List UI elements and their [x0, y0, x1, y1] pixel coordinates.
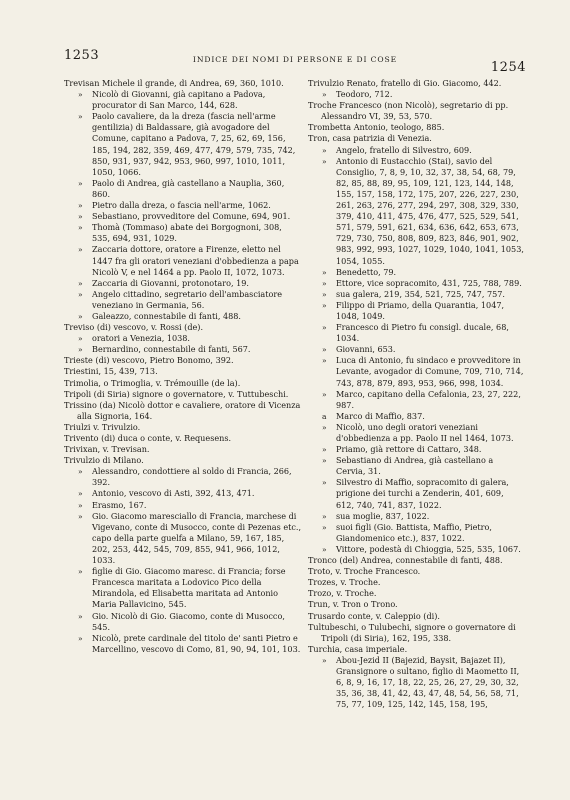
entry-text: Triulzi v. Trivulzio. [64, 421, 141, 432]
entry-text: Trozo, v. Troche. [308, 588, 377, 599]
index-subentry [308, 422, 524, 444]
index-subentry [308, 655, 524, 710]
running-title: INDICE DEI NOMI DI PERSONE E DI COSE [192, 55, 398, 64]
entry-text: Troto, v. Troche Francesco. [308, 566, 421, 577]
index-subentry [64, 311, 302, 322]
ditto-mark: » [322, 445, 327, 455]
ditto-mark: » [78, 511, 83, 521]
index-subentry [308, 322, 524, 344]
index-subentry [64, 566, 302, 610]
entry-text: Erasmo, 167. [92, 499, 147, 510]
entry-text: Gio. Giacomo maresciallo di Francia, marchese di Vigevano, conte di Musocco, conte di Pezenas etc., capo della parte guelfa a Milano, 59, 167, 185, 202, 253, 442, 545, 709, 855, 941, 966, 1012, 1033. [92, 510, 302, 566]
entry-text: Galeazzo, connestabile di fanti, 488. [92, 310, 241, 321]
entry-text: Angelo cittadino, segretario dell'ambasciatore veneziano in Germania, 56. [92, 288, 283, 310]
ditto-mark: » [78, 90, 83, 100]
index-subentry [64, 200, 302, 211]
index-subentry [308, 522, 524, 544]
entry-text: Nicolò di Giovanni, già capitano a Padova, procurator di San Marco, 144, 628. [92, 89, 266, 111]
index-subentry [308, 411, 524, 422]
index-subentry [308, 156, 524, 267]
ditto-mark: » [78, 223, 83, 233]
index-subentry [64, 344, 302, 355]
entry-text: Triestini, 15, 439, 713. [64, 366, 158, 377]
index-entry [308, 588, 524, 599]
ditto-mark: » [322, 389, 327, 399]
index-entry [308, 566, 524, 577]
entry-text: Silvestro di Maffio, sopracomito di galera, prigione dei turchi a Zenderin, 401, 609, 612, 740, 741, 837, 1022. [336, 477, 509, 510]
index-entry [64, 366, 302, 377]
entry-text: Tripoli (di Siria) signore o governatore, v. Tuttubeschi. [64, 388, 289, 399]
ditto-mark: » [322, 544, 327, 554]
ditto-mark: a [322, 411, 327, 421]
entry-text: Tultubeschi, o Tulubechi, signore o governatore di Tripoli (di Siria), 162, 195, 338. [308, 621, 516, 643]
index-subentry [64, 89, 302, 111]
entry-text: Nicolò, uno degli oratori veneziani d'obbedienza a pp. Paolo II nel 1464, 1073. [336, 421, 514, 443]
index-entry [64, 422, 302, 433]
index-entry [308, 599, 524, 610]
entry-text: Zaccaria di Giovanni, protonotaro, 19. [92, 277, 249, 288]
index-subentry [308, 289, 524, 300]
entry-text: Nicolò, prete cardinale del titolo de' santi Pietro e Marcellino, vescovo di Como, 81, 90, 94, 101, 103. [92, 632, 301, 654]
ditto-mark: » [78, 212, 83, 222]
index-subentry [64, 500, 302, 511]
right-column [308, 78, 524, 710]
ditto-mark: » [78, 345, 83, 355]
index-subentry [308, 300, 524, 322]
ditto-mark: » [322, 267, 327, 277]
entry-text: Sebastiano di Andrea, già castellano a Cervia, 31. [336, 455, 494, 477]
ditto-mark: » [78, 633, 83, 643]
index-subentry [308, 455, 524, 477]
index-subentry [64, 278, 302, 289]
entry-text: Teodoro, 712. [336, 89, 393, 100]
entry-text: Trusardo conte, v. Caleppio (di). [308, 610, 440, 621]
index-entry [308, 78, 524, 89]
entry-text: suoi figli (Gio. Battista, Maffio, Pietro, Giandomenico etc.), 837, 1022. [336, 521, 492, 543]
index-entry [64, 433, 302, 444]
entry-text: Paolo cavaliere, da la dreza (fascia nell'arme gentilizia) di Baldassare, già avogadore del Comune, capitano a Padova, 7, 25, 62, 69, 156, 185, 194, 282, 359, 469, 477, 479, 579, 735, 742, 850, 931, 937, 942, 953, 960, 997, 1010, 1011, 1050, 1066. [92, 111, 296, 177]
entry-text: Vittore, podestà di Chioggia, 525, 535, 1067. [336, 543, 521, 554]
index-entry [64, 444, 302, 455]
entry-text: Trivixan, v. Trevisan. [64, 444, 150, 455]
ditto-mark: » [322, 422, 327, 432]
index-subentry [308, 477, 524, 510]
index-subentry [308, 389, 524, 411]
index-subentry [64, 211, 302, 222]
index-entry [308, 133, 524, 144]
index-subentry [308, 145, 524, 156]
entry-text: Angelo, fratello di Silvestro, 609. [336, 144, 472, 155]
ditto-mark: » [78, 611, 83, 621]
index-subentry [64, 488, 302, 499]
ditto-mark: » [322, 289, 327, 299]
index-entry [308, 622, 524, 644]
ditto-mark: » [322, 300, 327, 310]
index-entry [308, 577, 524, 588]
index-subentry [64, 611, 302, 633]
index-entry [64, 455, 302, 466]
ditto-mark: » [322, 323, 327, 333]
index-entry [308, 122, 524, 133]
ditto-mark: » [78, 311, 83, 321]
ditto-mark: » [78, 500, 83, 510]
ditto-mark: » [322, 522, 327, 532]
entry-text: Treviso (di) vescovo, v. Rossi (de). [64, 322, 204, 333]
index-subentry [308, 444, 524, 455]
entry-text: Trozes, v. Troche. [308, 577, 381, 588]
index-subentry [308, 278, 524, 289]
ditto-mark: » [322, 90, 327, 100]
ditto-mark: » [322, 478, 327, 488]
entry-text: Gio. Nicolò di Gio. Giacomo, conte di Musocco, 545. [92, 610, 285, 632]
ditto-mark: » [322, 456, 327, 466]
entry-text: Trun, v. Tron o Trono. [308, 599, 398, 610]
ditto-mark: » [78, 278, 83, 288]
index-entry [308, 555, 524, 566]
index-entry [308, 100, 524, 122]
entry-text: Trieste (di) vescovo, Pietro Bonomo, 392. [64, 355, 234, 366]
index-entry [64, 389, 302, 400]
entry-text: Antonio, vescovo di Asti, 392, 413, 471. [92, 488, 255, 499]
index-entry [64, 355, 302, 366]
page-number-left: 1253 [64, 48, 100, 63]
page-header [64, 46, 526, 75]
index-subentry [64, 111, 302, 178]
left-column [64, 78, 302, 655]
ditto-mark: » [322, 655, 327, 665]
page-number-right: 1254 [490, 60, 526, 75]
index-entry [308, 644, 524, 655]
ditto-mark: » [322, 511, 327, 521]
index-subentry [64, 633, 302, 655]
entry-text: Turchia, casa imperiale. [308, 643, 408, 654]
ditto-mark: » [78, 289, 83, 299]
ditto-mark: » [78, 489, 83, 499]
index-entry [308, 611, 524, 622]
ditto-mark: » [78, 112, 83, 122]
ditto-mark: » [322, 156, 327, 166]
entry-text: Troche Francesco (non Nicolò), segretario di pp. Alessandro VI, 39, 53, 570. [308, 100, 509, 122]
index-subentry [64, 222, 302, 244]
index-entry [64, 322, 302, 333]
ditto-mark: » [322, 345, 327, 355]
entry-text: sua moglie, 837, 1022. [336, 510, 430, 521]
entry-text: Paolo di Andrea, già castellano a Nauplia, 360, 860. [92, 177, 285, 199]
entry-text: Bernardino, connestabile di fanti, 567. [92, 344, 251, 355]
entry-text: Tronco (del) Andrea, connestabile di fanti, 488. [308, 555, 503, 566]
entry-text: Abou-Jezid II (Bajezid, Baysit, Bajazet II), Gransignore o sultano, figlio di Maometto II, 6, 8, 9, 16, 17, 18, 22, 25, 26, 27, 29, 30, 32, 35, 36, 38, 41, 42, 43, 47, 48, 54, 56, 58, 71, 75, 77, 109, 125, 142, 145, 158, 195, [336, 654, 520, 710]
index-subentry [64, 289, 302, 311]
index-subentry [64, 333, 302, 344]
index-subentry [308, 544, 524, 555]
ditto-mark: » [78, 178, 83, 188]
index-subentry [308, 344, 524, 355]
index-subentry [64, 244, 302, 277]
entry-text: Francesco di Pietro fu consigl. ducale, 68, 1034. [336, 322, 509, 344]
entry-text: Trivulzio di Milano. [64, 455, 144, 466]
ditto-mark: » [78, 245, 83, 255]
entry-text: Antonio di Eustacchio (Stai), savio del Consiglio, 7, 8, 9, 10, 32, 37, 38, 54, 68, 79, 82, 85, 88, 89, 95, 109, 121, 123, 144, 148, 155, 157, 158, 172, 175, 207, 226, 227, 230, 261, 263, 276, 277, 294, 297, 308, 329, 330, 379, 410, 411, 475, 476, 477, 525, 529, 541, 571, 579, 591, 621, 634, 636, 642, 653, 673, 729, 730, 750, 808, 809, 823, 846, 901, 902, 983, 992, 993, 1027, 1029, 1040, 1041, 1053, 1054, 1055. [336, 155, 524, 266]
ditto-mark: » [322, 356, 327, 366]
ditto-mark: » [322, 278, 327, 288]
entry-text: sua galera, 219, 354, 521, 725, 747, 757. [336, 288, 505, 299]
entry-text: Trombetta Antonio, teologo, 885. [308, 122, 445, 133]
ditto-mark: » [322, 145, 327, 155]
index-subentry [308, 355, 524, 388]
index-subentry [308, 89, 524, 100]
entry-text: Sebastiano, provveditore del Comune, 694, 901. [92, 211, 291, 222]
entry-text: Trimolia, o Trimoglia, v. Trémouille (de la). [64, 377, 241, 388]
entry-text: Benedetto, 79. [336, 266, 397, 277]
entry-text: Thomà (Tommaso) abate dei Borgognoni, 308, 535, 694, 931, 1029. [92, 222, 282, 244]
entry-text: Zaccaria dottore, oratore a Firenze, eletto nel 1447 fra gli oratori veneziani d'obbedienza a papa Nicolò V, e nel 1464 a pp. Paolo II, 1072, 1073. [92, 244, 299, 277]
entry-text: figlie di Gio. Giacomo maresc. di Francia; forse Francesca maritata a Lodovico Pico della Mirandola, ed Elisabetta maritata ad Antonio Maria Pallavicino, 545. [92, 566, 286, 610]
ditto-mark: » [78, 201, 83, 211]
entry-text: Trivento (di) duca o conte, v. Requesens. [64, 433, 232, 443]
index-entry [64, 378, 302, 389]
entry-text: Marco, capitano della Cefalonia, 23, 27, 222, 987. [336, 388, 521, 410]
index-subentry [308, 267, 524, 278]
entry-text: Tron, casa patrizia di Venezia. [308, 133, 432, 144]
entry-text: Giovanni, 653. [336, 344, 396, 355]
entry-text: Ettore, vice sopracomito, 431, 725, 788, 789. [336, 277, 522, 288]
entry-text: Filippo di Priamo, della Quarantia, 1047, 1048, 1049. [336, 299, 505, 321]
index-entry [64, 400, 302, 422]
entry-text: Trissino (da) Nicolò dottor e cavaliere, oratore di Vicenza alla Signoria, 164. [64, 399, 301, 421]
index-subentry [308, 511, 524, 522]
entry-text: Marco di Maffio, 837. [336, 410, 425, 421]
entry-text: Trivulzio Renato, fratello di Gio. Giacomo, 442. [308, 78, 502, 88]
entry-text: Luca di Antonio, fu sindaco e provveditore in Levante, avogador di Comune, 709, 710, 714, 743, 878, 879, 893, 953, 966, 998, 1034. [336, 355, 524, 388]
index-subentry [64, 178, 302, 200]
ditto-mark: » [78, 467, 83, 477]
ditto-mark: » [78, 567, 83, 577]
entry-text: oratori a Venezia, 1038. [92, 333, 191, 344]
entry-text: Alessandro, condottiere al soldo di Francia, 266, 392. [92, 466, 292, 488]
index-subentry [64, 466, 302, 488]
entry-text: Trevisan Michele il grande, di Andrea, 69, 360, 1010. [64, 78, 284, 88]
entry-text: Pietro dalla dreza, o fascia nell'arme, 1062. [92, 200, 271, 211]
index-subentry [64, 511, 302, 566]
entry-text: Priamo, già rettore di Cattaro, 348. [336, 444, 482, 455]
index-entry [64, 78, 302, 89]
ditto-mark: » [78, 334, 83, 344]
